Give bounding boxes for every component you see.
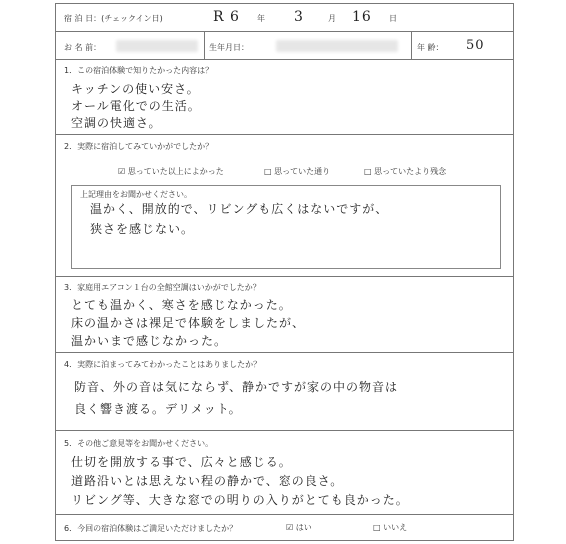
- option-label: 思っていた通り: [274, 167, 331, 176]
- question-5-section: [56, 431, 513, 515]
- question-6-section: [56, 515, 513, 540]
- age-label: 年 齢：: [417, 43, 444, 52]
- question-1-section: [56, 60, 513, 135]
- option-yes[interactable]: [286, 522, 312, 533]
- stay-date-label: 宿 泊 日：(チェックイン日): [64, 14, 163, 23]
- question-2-text: 2．実際に宿泊してみていかがでしたか？: [64, 142, 214, 151]
- checkbox-icon: □: [264, 167, 272, 176]
- stay-date-month-unit: 月: [328, 14, 336, 23]
- survey-form: [55, 3, 514, 541]
- checkbox-icon: □: [373, 523, 381, 532]
- age-value: 50: [466, 38, 485, 53]
- reason-answer-line: 温かく、開放的で、リビングも広くはないですが、: [90, 202, 389, 216]
- question-3-answer-line: とても温かく、寒さを感じなかった。: [71, 298, 292, 312]
- question-4-section: [56, 353, 513, 431]
- question-5-answer-line: 仕切を開放する事で、広々と感じる。: [71, 455, 292, 469]
- option-no[interactable]: [373, 522, 407, 533]
- question-3-answer-line: 温かいまで感じなかった。: [71, 334, 228, 348]
- question-5-answer-line: 道路沿いとは思えない程の静かで、窓の良さ。: [71, 474, 344, 488]
- stay-date-day: 16: [352, 9, 372, 25]
- option-worse-than-expected[interactable]: [364, 166, 446, 177]
- question-3-text: 3．家庭用エアコン１台の全館空調はいかがでしたか？: [64, 283, 261, 292]
- birthdate-label: 生年月日：: [209, 43, 249, 52]
- checkbox-icon: □: [364, 167, 372, 176]
- reason-label: 上記理由をお聞かせください。: [80, 190, 192, 199]
- birthdate-redacted: [276, 40, 398, 52]
- stay-date-row: [56, 4, 513, 32]
- question-1-answer-line: キッチンの使い安さ。: [71, 82, 200, 96]
- question-4-answer-line: 良く響き渡る。デリメット。: [74, 402, 242, 416]
- stay-date-era: R 6: [213, 9, 240, 25]
- option-label: いいえ: [383, 523, 408, 532]
- stay-date-month: 3: [294, 9, 304, 25]
- question-2-section: [56, 135, 513, 277]
- option-label: 思っていたより残念: [374, 167, 447, 176]
- option-label: 思っていた以上によかった: [127, 167, 224, 176]
- stay-date-year-unit: 年: [257, 14, 265, 23]
- personal-info-row: [56, 32, 513, 60]
- reason-box: [71, 185, 501, 269]
- option-as-expected[interactable]: [264, 166, 330, 177]
- option-better-than-expected[interactable]: [118, 166, 224, 177]
- question-6-text: 6．今回の宿泊体験はご満足いただけましたか？: [64, 524, 238, 533]
- question-4-answer-line: 防音、外の音は気にならず、静かですが家の中の物音は: [74, 380, 399, 394]
- question-3-answer-line: 床の温かさは裸足で体験をしましたが、: [71, 316, 306, 330]
- question-5-answer-line: リビング等、大きな窓での明りの入りがとても良かった。: [71, 493, 409, 507]
- question-1-text: 1．この宿泊体験で知りたかった内容は？: [64, 66, 214, 75]
- name-redacted: [116, 40, 198, 52]
- name-label: お 名 前：: [64, 43, 102, 52]
- option-label: はい: [295, 523, 312, 532]
- question-3-section: [56, 277, 513, 353]
- stay-date-day-unit: 日: [389, 14, 397, 23]
- question-1-answer-line: オール電化での生活。: [71, 99, 201, 113]
- reason-answer-line: 狭さを感じない。: [90, 222, 195, 236]
- checked-box-icon: ☑: [118, 167, 126, 176]
- checked-box-icon: ☑: [286, 523, 294, 532]
- question-1-answer-line: 空調の快適さ。: [71, 116, 162, 130]
- question-4-text: 4．実際に泊まってみてわかったことはありましたか？: [64, 360, 262, 369]
- question-5-text: 5．その他ご意見等をお聞かせください。: [64, 439, 214, 448]
